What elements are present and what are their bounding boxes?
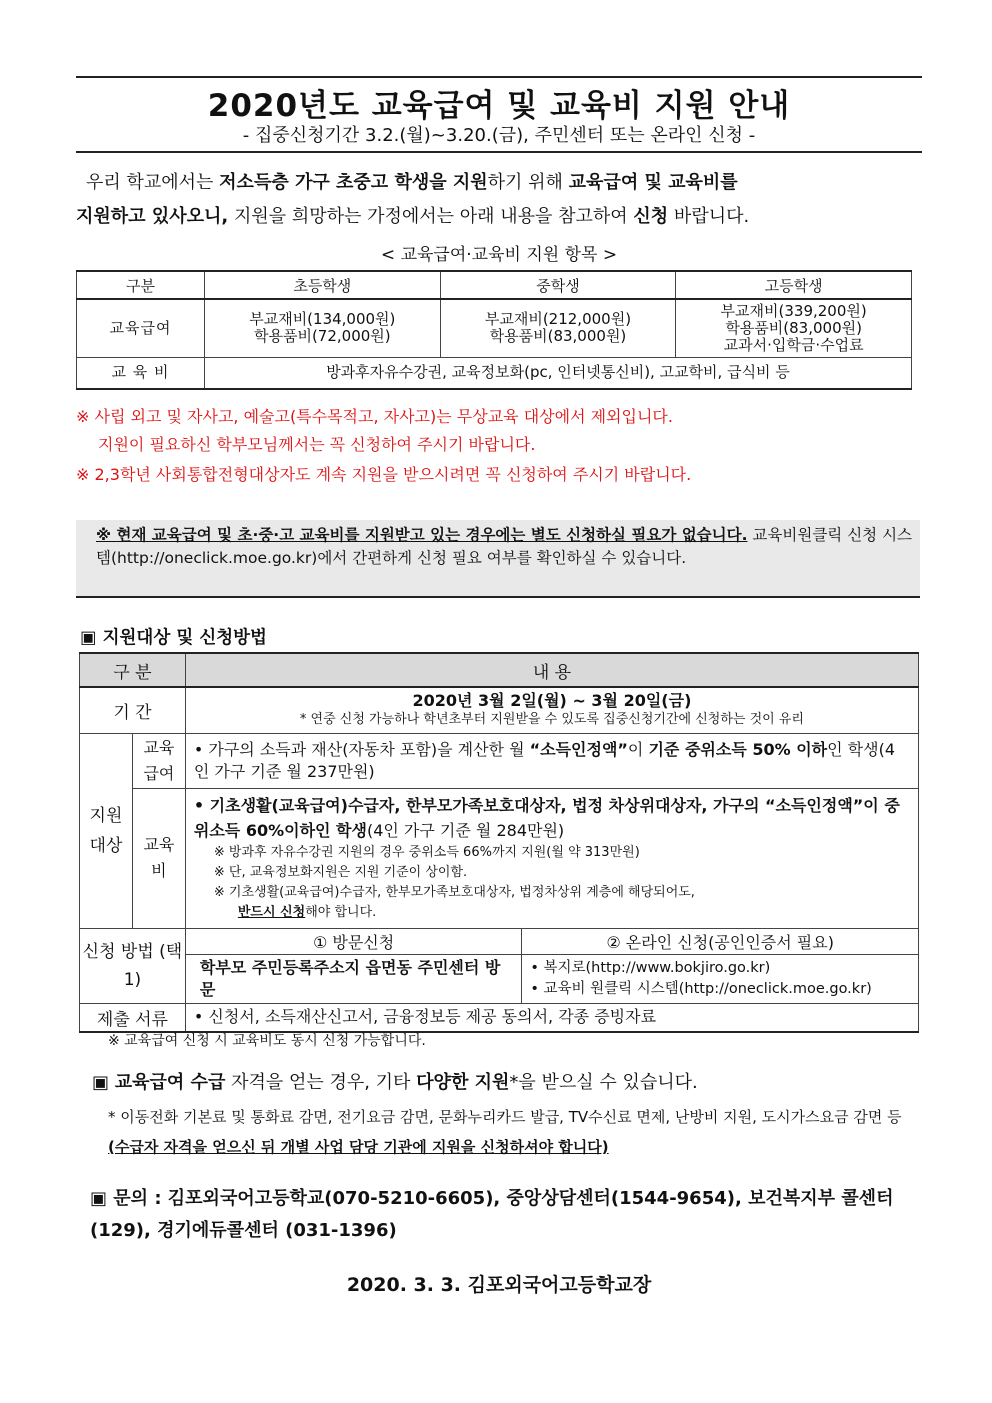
table-header: 내 용: [185, 653, 918, 687]
row-label: 지원 대상: [80, 733, 133, 928]
row-label: 기 간: [80, 687, 186, 733]
middle-cell: 부교재비(212,000원) 학용품비(83,000원): [440, 299, 676, 357]
table-header: 구분: [77, 271, 205, 299]
red-note: ※ 2,3학년 사회통합전형대상자도 계속 지원을 받으시려면 꼭 신청하여 주시기 바랍니다.: [76, 465, 692, 484]
red-note: 지원이 필요하신 학부모님께서는 꼭 신청하여 주시기 바랍니다.: [98, 435, 536, 454]
table-footnote: ※ 교육급여 신청 시 교육비도 동시 신청 가능합니다.: [108, 1033, 426, 1049]
row-sublabel: 교육 비: [132, 788, 185, 928]
row-label: 제출 서류: [80, 1003, 186, 1032]
intro-paragraph-line2: 지원하고 있사오니, 지원을 희망하는 가정에서는 아래 내용을 참고하여 신청 바랍니다.: [76, 206, 750, 227]
title-rule: [76, 151, 922, 153]
row-label: 교육급여: [77, 299, 205, 357]
eligibility-table: [79, 652, 919, 1033]
docs-cell: • 신청서, 소득재산신고서, 금융정보등 제공 동의서, 각종 증빙자료: [185, 1003, 918, 1032]
table-row: [80, 928, 919, 954]
intro-paragraph-line1: 우리 학교에서는 저소득층 가구 초중고 학생을 지원하기 위해 교육급여 및 교육비를: [86, 172, 738, 193]
benefits-note: * 이동전화 기본료 및 통화료 감면, 전기요금 감면, 문화누리카드 발급, TV수신료 면제, 난방비 지원, 도시가스요금 감면 등(수급자 자격을 얻으신 뒤 개별 사업 담당 기관에 지원을 신청하셔야 합니다): [108, 1108, 902, 1156]
top-rule: [76, 76, 922, 78]
edu-benefit-criteria: • 가구의 소득과 재산(자동차 포함)을 계산한 월 “소득인정액”이 기준 중위소득 50% 이하인 학생(4인 가구 기준 월 237만원): [185, 733, 918, 788]
red-note: ※ 사립 외고 및 자사고, 예술고(특수목적고, 자사고)는 무상교육 대상에서 제외입니다.: [76, 407, 673, 426]
info-box-text: ※ 현재 교육급여 및 초·중·고 교육비를 지원받고 있는 경우에는 별도 신청하실 필요가 없습니다. 교육비원클릭 신청 시스템(http://oneclick.moe.go.kr)에서 간편하게 신청 필요 여부를 확인하실 수 있습니다.: [96, 526, 913, 567]
row-label: 교 육 비: [77, 357, 205, 389]
method-visit-text: 학부모 주민등록주소지 읍면동 주민센터 방문: [185, 954, 521, 1003]
edu-cost-cell: 방과후자유수강권, 교육정보화(pc, 인터넷통신비), 고교학비, 급식비 등: [205, 357, 912, 389]
edu-cost-criteria: • 기초생활(교육급여)수급자, 한부모가족보호대상자, 법정 차상위대상자, 가구의 “소득인정액”이 중위소득 60%이하인 학생(4인 가구 기준 월 284만원) ※ 방과후 자유수강권 지원의 경우 중위소득 66%까지 지원(월 약 313만원) ※ 단, 교육정보화지원은 지원 기준이 상이함. ※ 기초생활(교육급여)수급자, 한부모가족보호대상자, 법정차상위 계층에 해당되어도, 반드시 신청해야 합니다.: [185, 788, 918, 928]
method-online-header: ② 온라인 신청(공인인증서 필요): [522, 928, 919, 954]
period-cell: 2020년 3월 2일(월) ~ 3월 20일(금) * 연중 신청 가능하나 학년초부터 지원받을 수 있도록 집중신청기간에 신청하는 것이 유리: [185, 687, 918, 733]
table-row: [80, 954, 919, 1003]
table-row: [80, 1003, 919, 1032]
table-row: [80, 788, 919, 928]
section-title: ▣ 지원대상 및 신청방법: [80, 628, 267, 648]
table-header: 중학생: [440, 271, 676, 299]
table-header: 고등학생: [676, 271, 912, 299]
table-row: [80, 687, 919, 733]
method-visit-header: ① 방문신청: [185, 928, 521, 954]
table-header: 구 분: [80, 653, 186, 687]
row-sublabel: 교육 급여: [132, 733, 185, 788]
contact-info: ▣ 문의 : 김포외국어고등학교(070-5210-6605), 중앙상담센터(1544-9654), 보건복지부 콜센터(129), 경기에듀콜센터 (031-1396): [90, 1188, 894, 1241]
table-row: [77, 357, 912, 389]
table-row: [77, 299, 912, 357]
table-header: 초등학생: [205, 271, 441, 299]
row-label: 신청 방법 (택1): [80, 928, 186, 1003]
table-row: [80, 733, 919, 788]
page-subtitle: - 집중신청기간 3.2.(월)~3.20.(금), 주민센터 또는 온라인 신청 -: [242, 125, 756, 146]
signature-line: 2020. 3. 3. 김포외국어고등학교장: [346, 1274, 652, 1296]
high-cell: 부교재비(339,200원) 학용품비(83,000원) 교과서·입학금·수업료: [676, 299, 912, 357]
support-table-caption: < 교육급여·교육비 지원 항목 >: [380, 245, 618, 265]
section-title: ▣ 교육급여 수급 자격을 얻는 경우, 기타 다양한 지원*을 받으실 수 있습니다.: [92, 1072, 698, 1093]
method-online-links: • 복지로(http://www.bokjiro.go.kr) • 교육비 원클릭 시스템(http://oneclick.moe.go.kr): [522, 954, 919, 1003]
support-items-table: [76, 270, 912, 390]
elementary-cell: 부교재비(134,000원) 학용품비(72,000원): [205, 299, 441, 357]
page-title: 2020년도 교육급여 및 교육비 지원 안내: [207, 88, 791, 124]
